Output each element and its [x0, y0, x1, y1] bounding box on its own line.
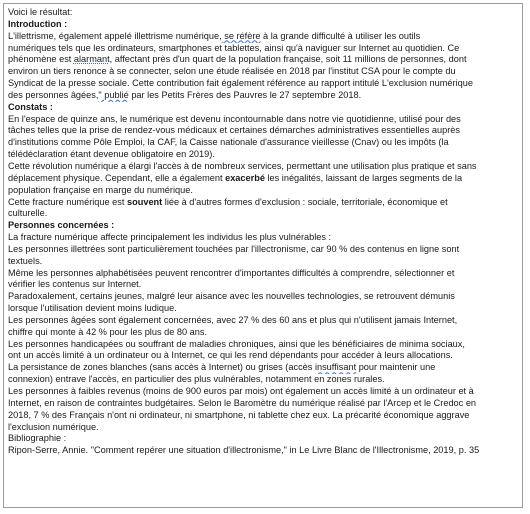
text-segment: La persistance de zones blanches (sans accès à Internet) ou grises (accès — [8, 362, 315, 373]
constats-line: Cette révolution numérique a élargi l'accès à de nombreux services, permettant une utilisation plus pratique et sans — [8, 160, 477, 171]
constats-line: d'institutions comme Pôle Emploi, la CAF, la Caisse nationale d'assurance vieillesse (Cnav) ou les impôts (la — [8, 137, 449, 148]
text-segment: liée à d'autres formes d'exclusion : sociale, territoriale, économique et — [162, 196, 448, 207]
constats-line: En l'espace de quinze ans, le numérique est devenu incontournable dans notre vie quotidienne, utilisé pour des — [8, 113, 461, 124]
document-body — [3, 3, 523, 508]
constats-line — [8, 197, 518, 209]
spellcheck-flag[interactable]: " publié — [98, 89, 129, 100]
personnes-line: La fracture numérique affecte principalement les individus les plus vulnérables : — [8, 232, 332, 243]
personnes-line: vérifier les contenus sur Internet. — [8, 279, 142, 290]
constats-line: population française en marge du numérique. — [8, 184, 193, 195]
personnes-line: Internet, en raison de contraintes budgétaires. Selon le Baromètre du numérique réalisé par l'Arcep et le Credoc en — [8, 397, 477, 408]
personnes-line: Paradoxalement, certains jeunes, malgré leur aisance avec les nouvelles technologies, se retrouvent démunis — [8, 291, 455, 302]
personnes-line: lorsque l'utilisation devient moins ludique. — [8, 303, 177, 314]
personnes-line: 2018, 7 % des Français n'ont ni ordinateur, ni smartphone, ni tablette chez eux. La précarité économique aggrave — [8, 409, 470, 420]
personnes-line: Les personnes âgées sont également concernées, avec 27 % des 60 ans et plus qui n'utilisent jamais Internet, — [8, 314, 458, 325]
constats-line — [8, 173, 518, 185]
introduction-line: numériques tels que les ordinateurs, smartphones et tablettes, ainsi qu'à naviguer sur Internet au quotidien. Ce — [8, 42, 460, 53]
introduction-line: Syndicat de la presse sociale. Cette contribution fait également référence au rapport intitulé L'exclusion numérique — [8, 78, 473, 89]
personnes-line — [8, 362, 518, 374]
bold-word: souvent — [127, 196, 163, 207]
bibliographie-reference: Ripon-Serre, Annie. "Comment repérer une situation d'illectronisme," in Le Livre Blanc de l'Illectronisme, 2019, p. 35 — [8, 445, 480, 456]
introduction-line — [8, 31, 518, 43]
text-segment: Cette fracture numérique est — [8, 196, 127, 207]
personnes-line: Les personnes à faibles revenus (moins de 900 euros par mois) ont également un accès limité à un ordinateur et à — [8, 386, 474, 396]
constats-line: culturelle. — [8, 208, 48, 219]
introduction-line — [8, 54, 518, 66]
grammar-flag[interactable]: alarmant — [73, 54, 110, 65]
personnes-line: ont un accès limité à un ordinateur ou à Internet, ce qui les rend dépendants pour accéder à leurs allocations. — [8, 350, 453, 361]
constats-line: tâches telles que la prise de rendez-vous médicaux et certaines démarches administratives essentielles auprès — [8, 125, 460, 136]
introduction-line: environ un tiers renonce à se connecter, selon une étude réalisée en 2018 par l'institut CSA pour le compte du — [8, 66, 456, 77]
personnes-line: Les personnes illettrées sont particulièrement touchées par l'illectronisme, car 90 % des contenus en ligne sont — [8, 243, 460, 254]
constats-line: télédéclaration étant devenue obligatoire en 2019). — [8, 149, 215, 160]
text-segment: des personnes âgées, — [8, 89, 99, 100]
personnes-line: Même les personnes alphabétisées peuvent rencontrer d'importantes difficultés à comprendre, sélectionner et — [8, 267, 455, 278]
personnes-line: connexion) entrave l'accès, en particulier des plus vulnérables, notamment en zones rurales. — [8, 374, 385, 385]
intro-line: Voici le résultat: — [8, 7, 73, 17]
personnes-heading: Personnes concernées : — [8, 220, 115, 231]
personnes-line: textuels. — [8, 255, 43, 266]
spellcheck-flag[interactable]: se réfère — [221, 30, 261, 41]
text-segment: phénomène est — [8, 54, 74, 65]
text-segment: par les Petits Frères des Pauvres le 27 septembre 2018. — [128, 89, 362, 100]
constats-heading: Constats : — [8, 101, 53, 112]
text-segment: déplacement physique. Cependant, elle a également — [8, 172, 226, 183]
bibliographie-heading: Bibliographie : — [8, 433, 67, 444]
introduction-heading: Introduction : — [8, 18, 68, 29]
bold-word: exacerbé — [225, 172, 265, 183]
text-segment: pour maintenir une — [356, 362, 436, 373]
text-segment: les inégalités, laissant de larges segments de la — [264, 172, 463, 183]
text-segment: à la grande difficulté à utiliser les outils — [260, 30, 421, 41]
text-segment: , affectant près d'un quart de la population française, soit 11 millions de personnes, dont — [109, 54, 467, 65]
personnes-line: chiffre qui monte à 42 % pour les plus de 80 ans. — [8, 326, 208, 337]
personnes-line: l'exclusion numérique. — [8, 421, 99, 432]
introduction-line — [8, 90, 518, 102]
spellcheck-flag[interactable]: insuffisant — [314, 362, 357, 373]
personnes-line: Les personnes handicapées ou souffrant de maladies chroniques, ainsi que les bénéficiaires de minima sociaux, — [8, 338, 465, 349]
text-segment: L'illettrisme, également appelé illettrisme numérique, — [8, 30, 222, 41]
